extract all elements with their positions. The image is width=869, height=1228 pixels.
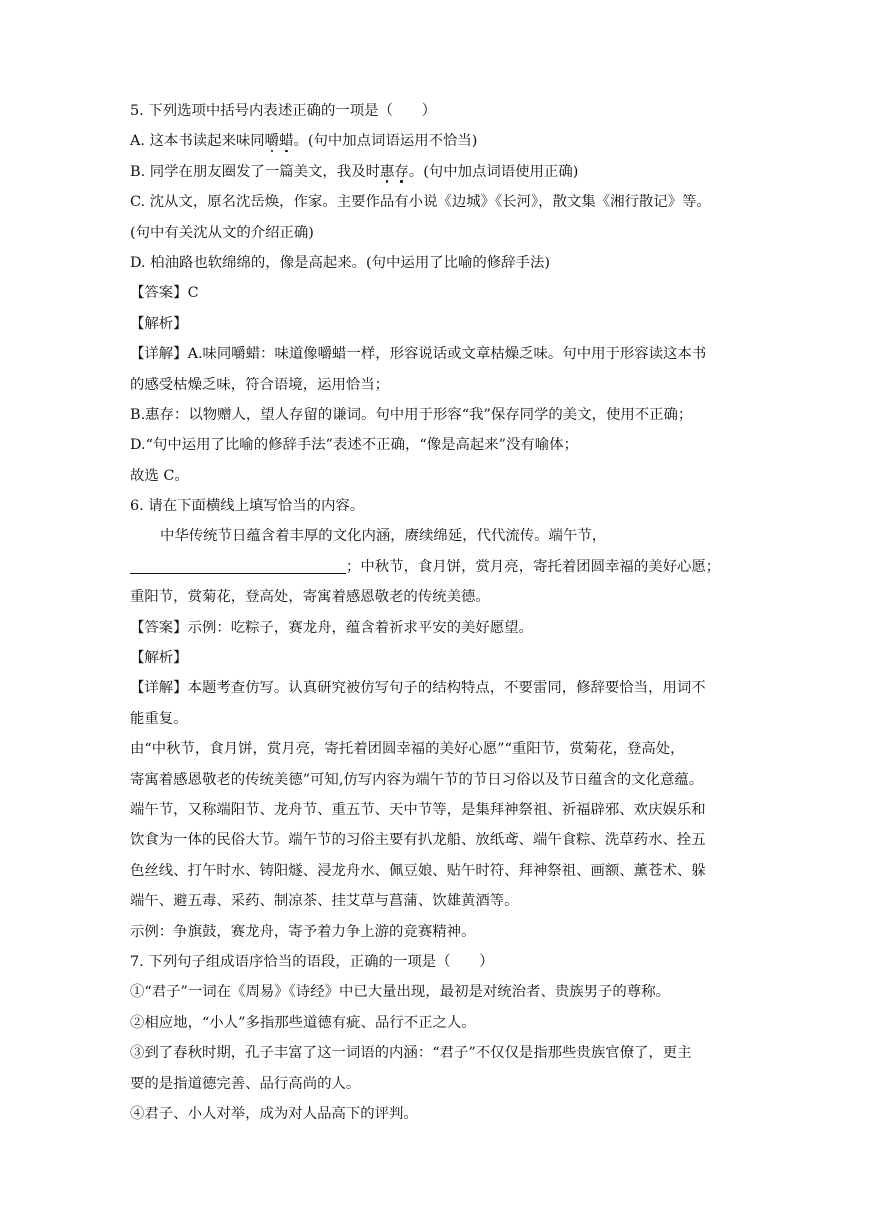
q6-detail: 【详解】本题考查仿写。认真研究被仿写句子的结构特点，不要雷同，修辞要恰当，用词不 xyxy=(130,680,706,697)
q7-stem: 7. 下列句子组成语序恰当的语段，正确的一项是（ ） xyxy=(130,953,494,970)
q5-detail: D.“句中运用了比喻的修辞手法”表述不正确，“像是高起来”没有喻体； xyxy=(130,437,578,454)
q5-option-c-note: (句中有关沈从文的介绍正确) xyxy=(130,224,314,241)
q5-analysis-heading: 【解析】 xyxy=(130,315,188,332)
q6-analysis-heading: 【解析】 xyxy=(130,650,188,667)
q6-detail: 能重复。 xyxy=(130,710,188,727)
document-page xyxy=(130,96,742,1129)
q6-stem: 6. 请在下面横线上填写恰当的内容。 xyxy=(130,498,365,515)
q6-detail: 饮食为一体的民俗大节。端午节的习俗主要有扒龙船、放纸鸢、端午食粽、洗草药水、拴五 xyxy=(130,832,706,849)
q7-sentence-3-cont: 要的是指道德完善、品行高尚的人。 xyxy=(130,1075,361,1092)
q6-detail: 端午节，又称端阳节、龙舟节、重五节、天中节等，是集拜神祭祖、祈福辟邪、欢庆娱乐和 xyxy=(130,801,706,818)
q5-option-d: D. 柏油路也软绵绵的，像是高起来。(句中运用了比喻的修辞手法) xyxy=(130,254,550,271)
q5-option-b: B. 同学在朋友圈发了一篇美文，我及时惠存。(句中加点词语使用正确) xyxy=(130,163,579,180)
dotted-char: 嚼 xyxy=(264,133,280,150)
q6-answer: 【答案】示例：吃粽子，赛龙舟，蕴含着祈求平安的美好愿望。 xyxy=(130,619,533,636)
q7-sentence-1: ①“君子”一词在《周易》《诗经》中已大量出现，最初是对统治者、贵族男子的尊称。 xyxy=(130,984,670,1001)
dotted-char: 惠 xyxy=(379,163,395,180)
q5-option-c: C. 沈从文，原名沈岳焕，作家。主要作品有小说《边城》《长河》，散文集《湘行散记》等。 xyxy=(130,194,711,211)
q5-detail: B.惠存：以物赠人，望人存留的谦词。句中用于形容“我”保存同学的美文，使用不正确； xyxy=(130,406,693,423)
q6-passage: 重阳节，赏菊花，登高处，寄寓着感恩敬老的传统美德。 xyxy=(130,589,490,606)
q5-detail: 的感受枯燥乏味，符合语境，运用恰当； xyxy=(130,376,390,393)
q6-passage: ；中秋节，食月饼，赏月亮，寄托着团圆幸福的美好心愿； xyxy=(130,552,742,582)
q5-detail: 故选 C。 xyxy=(130,467,189,484)
q7-sentence-4: ④君子、小人对举，成为对人品高下的评判。 xyxy=(130,1105,418,1122)
fill-in-blank[interactable] xyxy=(130,557,346,574)
q5-detail: 【详解】A.味同嚼蜡：味道像嚼蜡一样，形容说话或文章枯燥乏味。句中用于形容读这本书 xyxy=(130,346,707,363)
q6-detail: 端午、避五毒、采药、制凉茶、挂艾草与菖蒲、饮雄黄酒等。 xyxy=(130,893,519,910)
dotted-char: 存 xyxy=(394,163,409,180)
q7-sentence-2: ②相应地，“小人”多指那些道德有疵、品行不正之人。 xyxy=(130,1014,476,1031)
q6-detail: 由“中秋节，食月饼，赏月亮，寄托着团圆幸福的美好心愿”“重阳节，赏菊花，登高处， xyxy=(130,741,685,758)
dotted-char: 蜡 xyxy=(279,133,294,150)
q6-passage: 中华传统节日蕴含着丰厚的文化内涵，赓续绵延，代代流传。端午节， xyxy=(160,528,607,545)
q6-detail: 色丝线、打午时水、铸阳燧、浸龙舟水、佩豆娘、贴午时符、拜神祭祖、画额、薰苍术、躲 xyxy=(130,862,706,879)
q5-option-a: A. 这本书读起来味同嚼蜡。(句中加点词语运用不恰当) xyxy=(130,133,478,150)
q7-sentence-3: ③到了春秋时期，孔子丰富了这一词语的内涵：“君子”不仅仅是指那些贵族官僚了，更主 xyxy=(130,1045,692,1062)
q5-answer: 【答案】C xyxy=(130,285,199,302)
q6-example: 示例：争旗鼓，赛龙舟，寄予着力争上游的竞赛精神。 xyxy=(130,923,476,940)
q5-stem: 5. 下列选项中括号内表述正确的一项是（ ） xyxy=(130,103,437,119)
q6-detail: 寄寓着感恩敬老的传统美德”可知,仿写内容为端午节的节日习俗以及节日蕴含的文化意蕴。 xyxy=(130,771,704,788)
